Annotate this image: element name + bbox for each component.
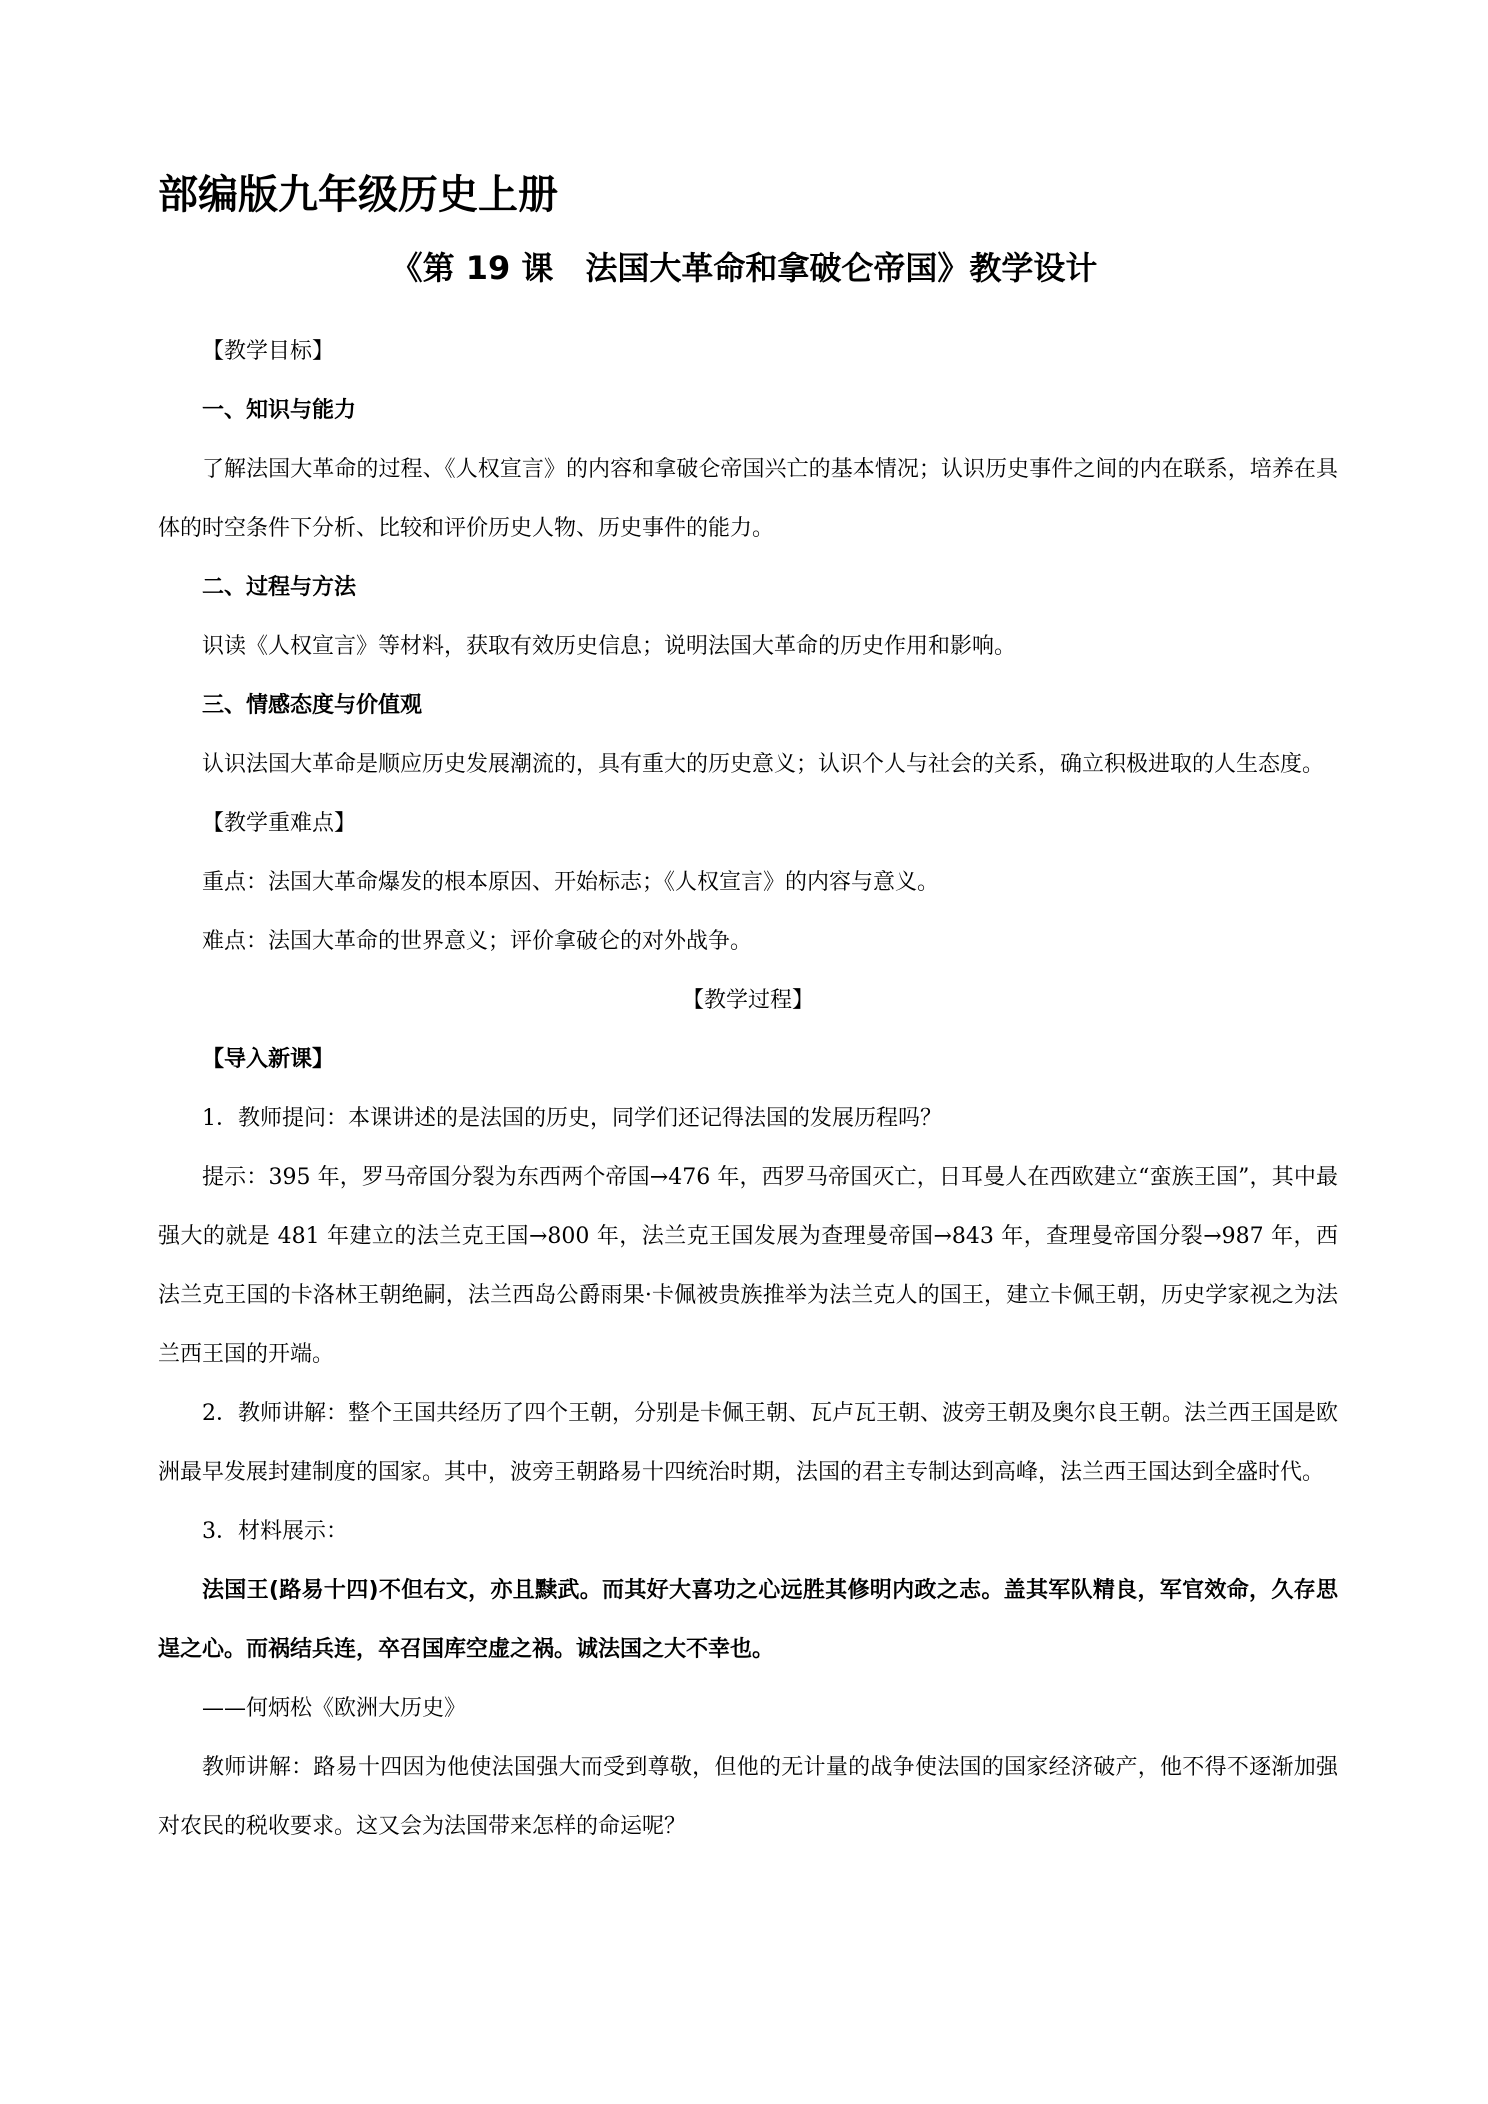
intro-heading: 【导入新课】 bbox=[202, 1047, 335, 1072]
document-body bbox=[158, 322, 1338, 1856]
item-2: 2．教师讲解：整个王国共经历了四个王朝，分别是卡佩王朝、瓦卢瓦王朝、波旁王朝及奥尔良王朝。法兰西王国是欧洲最早发展封建制度的国家。其中，波旁王朝路易十四统治时期，法国的君主专制达到高峰，法兰西王国达到全盛时代。 bbox=[158, 1401, 1339, 1485]
process-heading: 二、过程与方法 bbox=[202, 575, 357, 600]
item-1: 1．教师提问：本课讲述的是法国的历史，同学们还记得法国的发展历程吗？ bbox=[202, 1106, 942, 1131]
document-pre-title: 部编版九年级历史上册 bbox=[158, 172, 558, 218]
difficult-point-text: 难点：法国大革命的世界意义；评价拿破仑的对外战争。 bbox=[202, 929, 753, 954]
quote-text: 法国王(路易十四)不但右文，亦且黩武。而其好大喜功之心远胜其修明内政之志。盖其军队精良，军官效命，久存思逞之心。而祸结兵连，卒召国库空虚之祸。诚法国之大不幸也。 bbox=[158, 1578, 1338, 1662]
key-points-heading: 【教学重难点】 bbox=[202, 811, 357, 836]
hint-text: 提示：395 年，罗马帝国分裂为东西两个帝国→476 年，西罗马帝国灭亡，日耳曼人在西欧建立“蛮族王国”，其中最强大的就是 481 年建立的法兰克王国→800 年，法兰克王国发展为查理曼帝国→843 年，查理曼帝国分裂→987 年，西法兰克王国的卡洛林王朝绝嗣，法兰西岛公爵雨果·卡佩被贵族推举为法兰克人的国王，建立卡佩王朝，历史学家视之为法兰西王国的开端。 bbox=[158, 1165, 1338, 1367]
knowledge-heading: 一、知识与能力 bbox=[202, 398, 357, 423]
teacher-explain-text: 教师讲解：路易十四因为他使法国强大而受到尊敬，但他的无计量的战争使法国的国家经济破产，他不得不逐渐加强对农民的税收要求。这又会为法国带来怎样的命运呢？ bbox=[158, 1755, 1338, 1839]
process-text: 识读《人权宣言》等材料，获取有效历史信息；说明法国大革命的历史作用和影响。 bbox=[202, 634, 1017, 659]
quote-source: ——何炳松《欧洲大历史》 bbox=[202, 1696, 467, 1721]
key-point-text: 重点：法国大革命爆发的根本原因、开始标志；《人权宣言》的内容与意义。 bbox=[202, 870, 940, 895]
values-heading: 三、情感态度与价值观 bbox=[202, 693, 423, 718]
values-text: 认识法国大革命是顺应历史发展潮流的，具有重大的历史意义；认识个人与社会的关系，确立积极进取的人生态度。 bbox=[202, 752, 1325, 777]
knowledge-text: 了解法国大革命的过程、《人权宣言》的内容和拿破仑帝国兴亡的基本情况；认识历史事件之间的内在联系，培养在具体的时空条件下分析、比较和评价历史人物、历史事件的能力。 bbox=[158, 457, 1338, 541]
item-3: 3．材料展示： bbox=[202, 1519, 348, 1544]
objectives-heading: 【教学目标】 bbox=[202, 339, 335, 364]
teaching-process-heading: 【教学过程】 bbox=[681, 988, 814, 1013]
document-main-title: 《第 19 课 法国大革命和拿破仑帝国》教学设计 bbox=[390, 249, 1098, 287]
